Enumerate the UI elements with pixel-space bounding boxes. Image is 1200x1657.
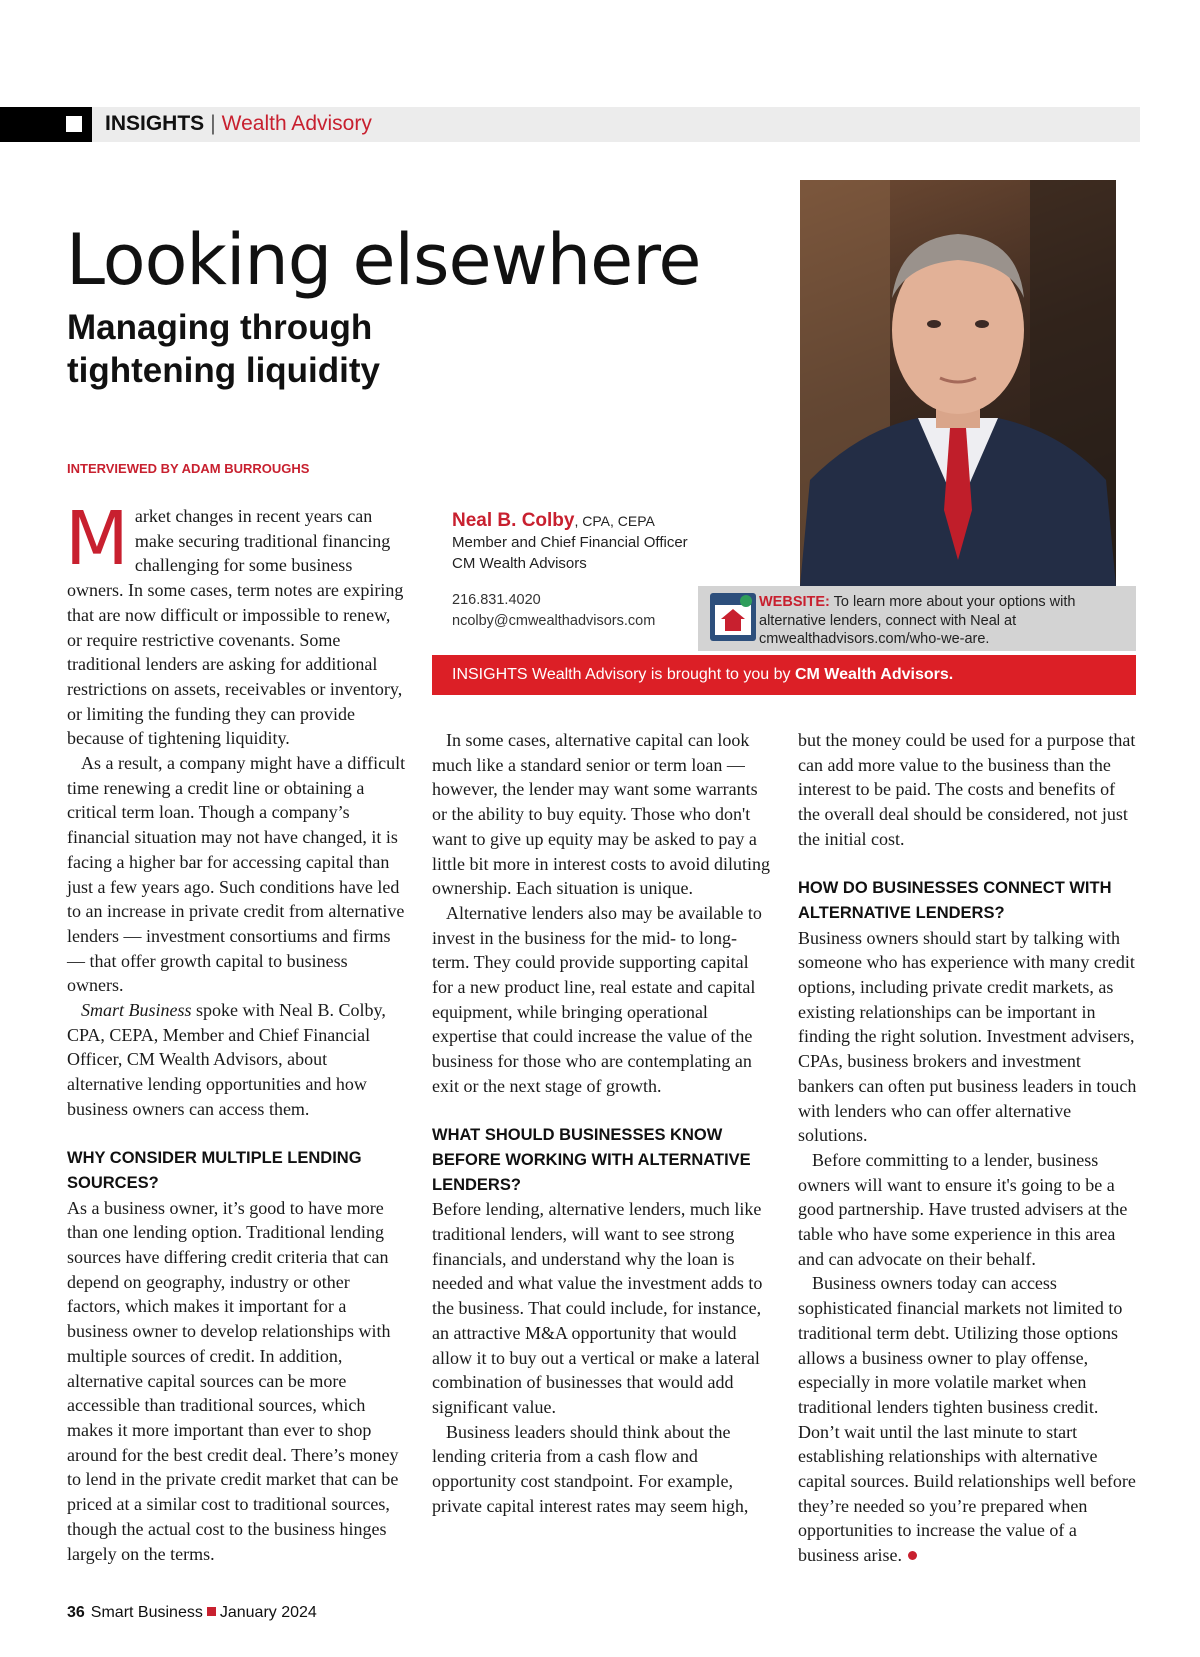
contact-block (452, 590, 655, 632)
section-header (105, 111, 372, 137)
subheadline: Managing through tightening liquidity (67, 308, 381, 390)
section-category: Wealth Advisory (221, 112, 372, 135)
profile-title: Member and Chief Financial Officer (452, 534, 688, 551)
page-footer (67, 1604, 317, 1622)
section-heading: HOW DO BUSINESSES CONNECT WITH ALTERNATIVE LENDERS? (798, 879, 1112, 922)
sponsor-name: CM Wealth Advisors. (794, 666, 954, 683)
paragraph: Market changes in recent years can make securing traditional financing challenging for some business owners. In some cases, term notes are expiring that are now difficult or impossible to renew, or require restrictive covenants. Some traditional lenders are asking for additional restrictions on assets, receivables or inventory, or limiting the funding they can provide because of tightening liquidity. (65, 496, 404, 749)
section-separator: | (210, 112, 216, 135)
drop-cap: M (65, 496, 129, 582)
profile-name: Neal B. Colby (452, 510, 575, 531)
section-label: INSIGHTS (105, 112, 205, 135)
sponsor-text: INSIGHTS Wealth Advisory is brought to you by (452, 666, 795, 683)
globe-icon (740, 595, 752, 607)
footer-date: January 2024 (219, 1604, 317, 1621)
sponsor-bar (432, 655, 1136, 695)
paragraph: As a result, a company might have a difficult time renewing a credit line or obtaining a critical term loan. Though a company’s financial situation may not have changed, it is facing a higher bar for accessing capital than just a few years ago. Such conditions have led to an increase in private credit from alternative lenders — investment consortiums and firms — that offer growth capital to business owners. (67, 753, 406, 996)
portrait-illustration (800, 180, 1116, 586)
portrait-photo (800, 180, 1116, 586)
byline: INTERVIEWED BY ADAM BURROUGHS (67, 461, 310, 476)
profile-credentials: , CPA, CEPA (574, 513, 655, 529)
footer-publication: Smart Business (90, 1604, 203, 1621)
profile-email[interactable]: ncolby@cmwealthadvisors.com (452, 613, 656, 629)
website-label: WEBSITE: (759, 594, 830, 610)
paragraph: Smart Business spoke with Neal B. Colby, CPA, CEPA, Member and Chief Financial Officer, CM Wealth Advisors, about alternative lending opportunities and how business owners can access them. (67, 1000, 386, 1119)
article-column-1 (65, 496, 407, 1566)
profile-phone: 216.831.4020 (452, 592, 541, 608)
section-heading: WHY CONSIDER MULTIPLE LENDING SOURCES? (67, 1149, 362, 1192)
right-eye (975, 320, 989, 328)
headline: Looking elsewhere (66, 219, 701, 301)
left-eye (927, 320, 941, 328)
article-column-2 (432, 728, 772, 1518)
footer-square-icon (207, 1607, 216, 1616)
website-callout (698, 586, 1136, 651)
paragraph: Before committing to a lender, business owners will want to ensure it's going to be a good partnership. Have trusted advisers at the table who have some experience in this area and can advocate on their behalf. (798, 1149, 1128, 1269)
paragraph: Business leaders should think about the lending criteria from a cash flow and opportunity cost standpoint. For example, private capital interest rates may seem high, (432, 1421, 749, 1516)
website-description: To learn more about your options with alternative lenders, connect with Neal at cmwealthadvisors.com/who-we-are. (759, 594, 1076, 647)
end-mark-icon (908, 1551, 917, 1560)
page-number: 36 (67, 1604, 85, 1621)
profile-block (452, 510, 688, 574)
paragraph: Business owners today can access sophisticated financial markets not limited to traditional term debt. Utilizing those options allows a business owner to play offense, especially in more volatile market when traditional lenders tighten business credit. Don’t wait until the last minute to start establishing relationships with alternative capital sources. Build relationships well before they’re needed so you’re prepared when opportunities to increase the value of a business arise. (798, 1273, 1136, 1566)
article-column-3 (798, 728, 1138, 1568)
profile-company: CM Wealth Advisors (452, 555, 587, 572)
paragraph: In some cases, alternative capital can look much like a standard senior or term loan — however, the lender may want some warrants or the ability to buy equity. Those who don't want to give up equity may be asked to pay a little bit more in interest costs to avoid diluting ownership. Each situation is unique. (432, 730, 770, 899)
paragraph: but the money could be used for a purpose that can add more value to the business than the interest to be paid. The costs and benefits of the overall deal should be considered, not just the initial cost. (798, 730, 1136, 849)
paragraph: Business owners should start by talking with someone who has experience with many credit options, including private credit markets, as existing relationships can be important in finding the right solution. Investment advisers, CPAs, business brokers and investment bankers can often put business leaders in touch with lenders who can offer alternative solutions. (798, 927, 1137, 1146)
section-square-icon (66, 116, 82, 132)
website-text[interactable] (759, 593, 1129, 649)
website-house-icon (710, 593, 756, 641)
publication-name: Smart Business (81, 1000, 192, 1021)
paragraph: As a business owner, it’s good to have more than one lending option. Traditional lending sources have differing credit criteria that can depend on geography, industry or other factors, which makes it important for a business owner to develop relationships with multiple sources of credit. In addition, alternative capital sources can be more accessible than traditional sources, which makes it more important than ever to shop around for the best credit deal. There’s money to lend in the private credit market that can be priced at a similar cost to traditional sources, though the actual cost to the business hinges largely on the terms. (67, 1197, 399, 1564)
paragraph: Before lending, alternative lenders, much like traditional lenders, will want to see strong financials, and understand why the loan is needed and what value the investment adds to the business. That could include, for instance, an attractive M&A opportunity that would allow it to buy out a vertical or make a lateral combination of businesses that would add significant value. (432, 1199, 763, 1417)
paragraph: Alternative lenders also may be available to invest in the business for the mid- to long-term. They could provide supporting capital for a new product line, real estate and capital equipment, while bringing operational expertise that could increase the value of the business for those who are contemplating an exit or the next stage of growth. (432, 902, 762, 1096)
section-heading: WHAT SHOULD BUSINESSES KNOW BEFORE WORKING WITH ALTERNATIVE LENDERS? (432, 1126, 751, 1194)
